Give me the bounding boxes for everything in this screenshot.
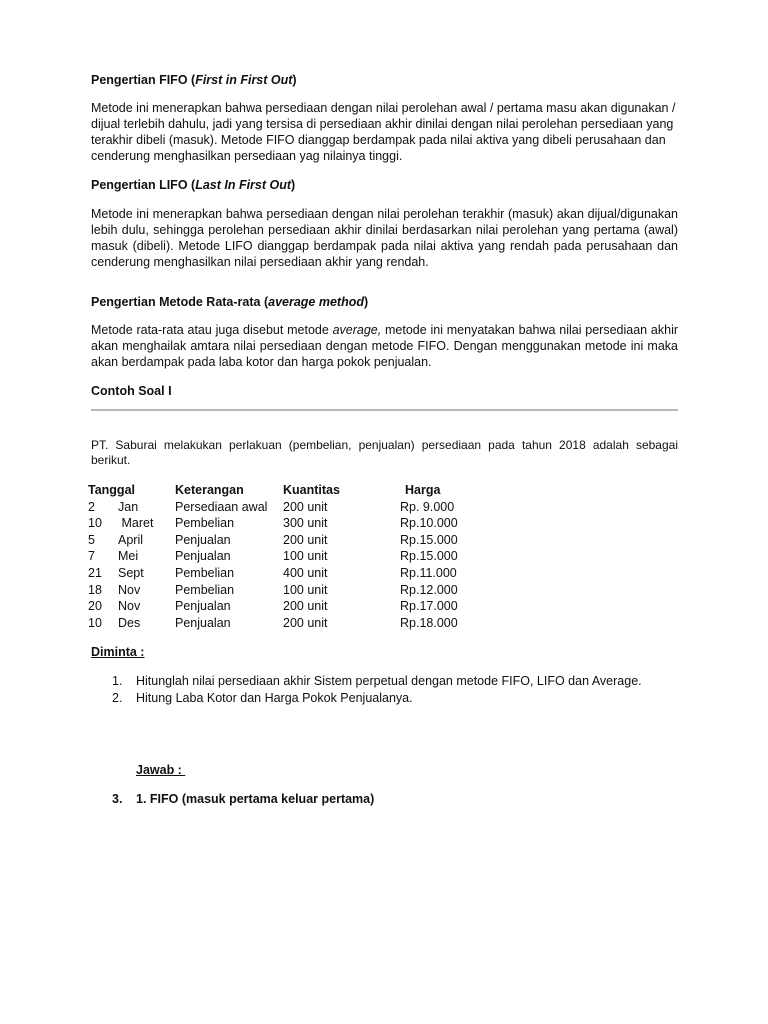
- answer-item: [112, 791, 374, 807]
- cell-day: 10: [88, 615, 102, 630]
- cell-description: Persediaan awal: [175, 499, 268, 514]
- cell-description: Pembelian: [175, 516, 235, 531]
- average-heading-suffix: ): [364, 295, 369, 309]
- problem-statement: PT. Saburai melakukan perlakuan (pembelian, penjualan) persediaan pada tahun 2018 adalah sebagai berikut.: [91, 438, 678, 467]
- average-heading: [91, 294, 368, 310]
- table-row: [88, 515, 490, 532]
- example-heading: Contoh Soal I: [91, 384, 172, 398]
- lifo-heading: [91, 177, 295, 193]
- table-header-row: [88, 482, 490, 499]
- cell-price: Rp.18.000: [400, 615, 458, 630]
- column-header-tanggal: Tanggal: [88, 483, 135, 497]
- requests-list: [91, 673, 678, 707]
- cell-quantity: 400 unit: [283, 565, 328, 580]
- cell-quantity: 100 unit: [283, 582, 328, 597]
- answer-label: Jawab :: [136, 763, 186, 777]
- fifo-heading: [91, 72, 297, 88]
- fifo-heading-italic: First in First Out: [195, 73, 293, 87]
- transactions-table: [88, 482, 490, 631]
- cell-day: 2: [88, 499, 95, 514]
- cell-quantity: 200 unit: [283, 499, 328, 514]
- cell-month: Des: [118, 615, 141, 630]
- cell-price: Rp.12.000: [400, 582, 458, 597]
- average-paragraph-start: Metode rata-rata atau juga disebut metode: [91, 323, 333, 337]
- column-header-kuantitas: Kuantitas: [283, 483, 340, 497]
- table-row: [88, 615, 490, 632]
- average-heading-prefix: Pengertian Metode Rata-rata (: [91, 295, 269, 309]
- fifo-paragraph: Metode ini menerapkan bahwa persediaan dengan nilai perolehan awal / pertama masu akan digunakan / dijual terlebih dahulu, jadi yang tersisa di persediaan akhir dinilai dengan nilai perolehan persediaan yang terakhir dibeli (masuk). Metode FIFO dianggap berdampak pada nilai aktiva yang dibeli perusahaan dan cenderung menghasilkan persediaan yag nilainya tinggi.: [91, 101, 676, 163]
- cell-description: Pembelian: [175, 565, 235, 580]
- cell-price: Rp.15.000: [400, 532, 458, 547]
- cell-price: Rp.17.000: [400, 599, 458, 614]
- cell-quantity: 100 unit: [283, 549, 328, 564]
- lifo-heading-italic: Last In First Out: [195, 178, 292, 192]
- cell-day: 18: [88, 582, 102, 597]
- cell-description: Pembelian: [175, 582, 235, 597]
- fifo-heading-prefix: Pengertian FIFO (: [91, 73, 196, 87]
- table-row: [88, 565, 490, 582]
- cell-month: Maret: [118, 516, 154, 531]
- answer-item-text: 1. FIFO (masuk pertama keluar pertama): [136, 792, 375, 806]
- cell-quantity: 200 unit: [283, 532, 328, 547]
- cell-day: 10: [88, 516, 102, 531]
- average-paragraph: [91, 322, 678, 370]
- average-heading-italic: average method: [268, 295, 364, 309]
- table-row: [88, 598, 490, 615]
- lifo-heading-prefix: Pengertian LIFO (: [91, 178, 196, 192]
- cell-price: Rp.10.000: [400, 516, 458, 531]
- cell-month: April: [118, 532, 144, 547]
- lifo-paragraph: Metode ini menerapkan bahwa persediaan dengan nilai perolehan terakhir (masuk) akan dijual/digunakan lebih dulu, sehingga perolehan persediaan akhir dinilai berdasarkan nilai perolehan yang pertama (awal) masuk (dibeli). Metode LIFO dianggap berdampak pada nilai aktiva yang rendah pada perusahaan dan cenderung menghasilkan nilai persediaan akhir yang rendah.: [91, 207, 678, 269]
- list-item-text: Hitunglah nilai persediaan akhir Sistem perpetual dengan metode FIFO, LIFO dan Average.: [136, 674, 642, 688]
- column-header-harga-label: Harga: [405, 483, 441, 497]
- list-item-text: Hitung Laba Kotor dan Harga Pokok Penjualanya.: [136, 691, 413, 705]
- lifo-heading-suffix: ): [291, 178, 296, 192]
- cell-quantity: 300 unit: [283, 516, 328, 531]
- list-item-number: 2.: [112, 691, 123, 705]
- column-header-keterangan: Keterangan: [175, 483, 244, 497]
- cell-description: Penjualan: [175, 615, 231, 630]
- average-paragraph-italic: average,: [332, 323, 382, 337]
- cell-price: Rp. 9.000: [400, 499, 455, 514]
- cell-day: 20: [88, 599, 102, 614]
- answer-item-number: 3.: [112, 792, 123, 806]
- column-header-harga: [400, 482, 490, 499]
- fifo-heading-suffix: ): [292, 73, 297, 87]
- cell-month: Nov: [118, 582, 141, 597]
- cell-description: Penjualan: [175, 549, 231, 564]
- cell-day: 7: [88, 549, 95, 564]
- average-paragraph-end: metode ini menyatakan bahwa nilai persediaan akhir akan menghailak amtara nilai persediaan dengan metode FIFO. Dengan menggunakan metode ini maka akan berdampak pada laba kotor dan harga pokok penjualan.: [91, 323, 679, 369]
- cell-quantity: 200 unit: [283, 615, 328, 630]
- horizontal-divider: [91, 409, 678, 411]
- cell-description: Penjualan: [175, 532, 231, 547]
- table-row: [88, 582, 490, 599]
- cell-month: Sept: [118, 565, 144, 580]
- list-item: [91, 690, 678, 706]
- list-item: [91, 673, 678, 689]
- table-row: [88, 499, 490, 516]
- cell-quantity: 200 unit: [283, 599, 328, 614]
- cell-day: 5: [88, 532, 95, 547]
- cell-month: Mei: [118, 549, 139, 564]
- table-row: [88, 532, 490, 549]
- cell-day: 21: [88, 565, 102, 580]
- cell-month: Nov: [118, 599, 141, 614]
- cell-month: Jan: [118, 499, 139, 514]
- list-item-number: 1.: [112, 674, 123, 688]
- cell-price: Rp.11.000: [400, 565, 457, 580]
- cell-price: Rp.15.000: [400, 549, 458, 564]
- cell-description: Penjualan: [175, 599, 231, 614]
- requested-label: Diminta :: [91, 645, 145, 659]
- table-row: [88, 548, 490, 565]
